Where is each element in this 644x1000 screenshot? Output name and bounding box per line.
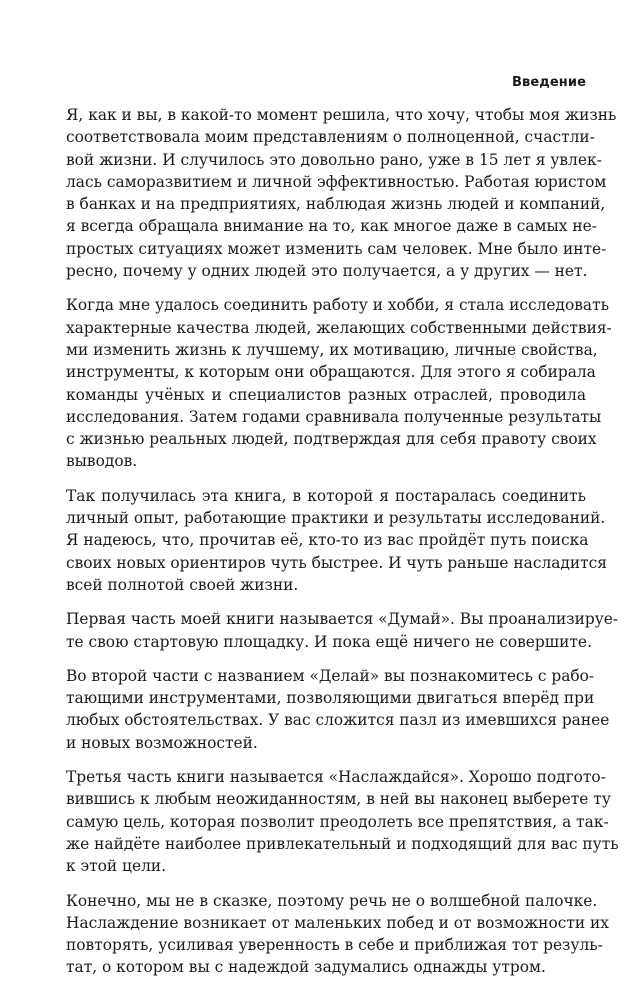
text-line: Когда мне удалось соединить работу и хобби, я стала исследовать [66, 296, 609, 315]
text-line: своих новых ориентиров чуть быстрее. И чуть раньше насладится [66, 553, 607, 572]
text-line: соответствовала моим представлениям о полноценной, счастли- [66, 128, 595, 147]
text-line: вой жизни. И случилось это довольно рано, уже в 15 лет я увлек- [66, 150, 602, 169]
paragraph [66, 890, 609, 979]
text-line: я всегда обращала внимание на то, как многое даже в самых не- [66, 217, 597, 236]
text-line: всей полнотой своей жизни. [66, 575, 299, 594]
paragraph [66, 104, 617, 282]
paragraph [66, 766, 619, 877]
text-line: личный опыт, работающие практики и результаты исследований. [66, 509, 606, 528]
text-line: повторять, усиливая уверенность в себе и приближая тот резуль- [66, 936, 603, 955]
text-line: Так получилась эта книга, в которой я постаралась соединить [66, 486, 586, 505]
text-line: ресно, почему у одних людей это получается, а у других — нет. [66, 262, 588, 281]
paragraph [66, 608, 619, 653]
text-line: исследования. Затем годами сравнивала полученные результаты [66, 407, 602, 426]
running-header: Введение [512, 75, 586, 90]
text-line: инструменты, к которым они обращаются. Для этого я собирала [66, 363, 596, 382]
paragraph [66, 665, 610, 754]
text-line: самую цель, которая позволит преодолеть все препятствия, а так- [66, 812, 609, 831]
text-line: ми изменить жизнь к лучшему, их мотивацию, личные свойства, [66, 340, 598, 359]
text-line: к этой цели. [66, 857, 166, 876]
text-line: команды учёных и специалистов разных отраслей, проводила [66, 385, 586, 404]
book-page [66, 0, 619, 1000]
text-line: же найдёте наиболее привлекательный и подходящий для вас путь [66, 834, 619, 853]
text-line: с жизнью реальных людей, подтверждая для себя правоту своих [66, 430, 597, 449]
text-line: тающими инструментами, позволяющими двигаться вперёд при [66, 689, 595, 708]
text-line: Во второй части с названием «Делай» вы познакомитесь с рабо- [66, 666, 595, 685]
text-line: Я надеюсь, что, прочитав её, кто-то из вас пройдёт путь поиска [66, 531, 589, 550]
text-line: тат, о котором вы с надеждой задумались однажды утром. [66, 958, 546, 977]
text-line: и новых возможностей. [66, 733, 258, 752]
text-line: Я, как и вы, в какой-то момент решила, что хочу, чтобы моя жизнь [66, 106, 617, 124]
text-line: в банках и на предприятиях, наблюдая жизнь людей и компаний, [66, 195, 606, 214]
text-line: лась саморазвитием и личной эффективностью. Работая юристом [66, 172, 607, 191]
text-line: Наслаждение возникает от маленьких побед и от возможности их [66, 913, 609, 932]
text-line: любых обстоятельствах. У вас сложится пазл из имевшихся ранее [66, 711, 610, 730]
text-line: простых ситуациях может изменить сам человек. Мне было инте- [66, 239, 607, 258]
text-line: выводов. [66, 452, 138, 471]
text-line: Третья часть книги называется «Наслаждайся». Хорошо подгото- [66, 768, 606, 787]
text-line: Конечно, мы не в сказке, поэтому речь не о волшебной палочке. [66, 891, 598, 910]
body-text [66, 104, 619, 991]
paragraph [66, 485, 607, 596]
text-line: те свою стартовую площадку. И пока ещё ничего не совершите. [66, 632, 592, 651]
paragraph [66, 294, 612, 472]
text-line: вившись к любым неожиданностям, в ней вы наконец выберете ту [66, 790, 611, 809]
text-line: характерные качества людей, желающих собственными действия- [66, 318, 612, 337]
text-line: Первая часть моей книги называется «Думай». Вы проанализируе- [66, 610, 619, 629]
